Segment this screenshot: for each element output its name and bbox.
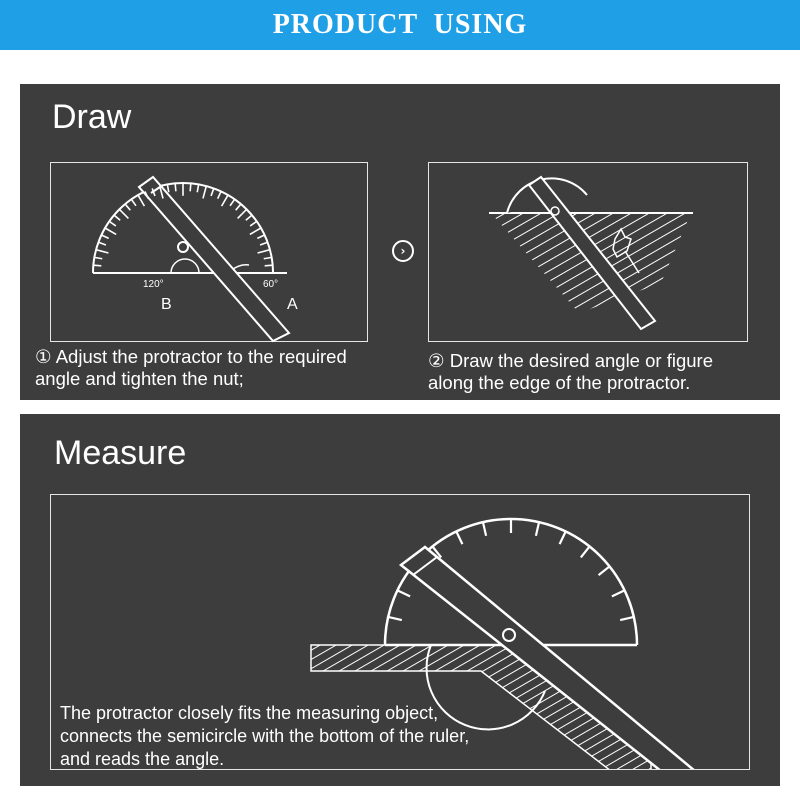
banner-title: PRODUCT USING [272, 9, 528, 40]
label-b: B [161, 296, 172, 313]
drawing-angle-icon [429, 163, 749, 343]
next-arrow-icon: › [392, 240, 414, 262]
protractor-tick [94, 257, 102, 258]
measure-line1: The protractor closely fits the measuring object, [60, 703, 439, 723]
protractor-tick [119, 209, 128, 218]
label-60: 60° [263, 279, 279, 290]
protractor-tick [105, 228, 116, 234]
protractor-tick [236, 204, 241, 210]
measure-caption [60, 702, 530, 771]
protractor-tick [109, 221, 116, 226]
product-using-banner [0, 0, 800, 50]
draw-step2-line1: ② Draw the desired angle or figure [428, 350, 713, 371]
measure-line3: and reads the angle. [60, 749, 225, 769]
label-a: A [287, 296, 298, 313]
protractor-tick [125, 204, 130, 210]
protractor-tick [101, 235, 108, 238]
draw-step2-illustration [428, 162, 748, 342]
draw-step2-caption [428, 350, 768, 394]
measure-panel [20, 414, 780, 786]
protractor-tick [265, 265, 273, 266]
protractor-tick [230, 199, 235, 206]
protractor-tick [264, 257, 272, 258]
measure-line2: connects the semicircle with the bottom of the ruler, [60, 726, 470, 746]
protractor-tick [203, 186, 206, 198]
protractor-tick [197, 184, 198, 192]
protractor-tick [96, 250, 108, 253]
protractor-tick [238, 209, 247, 218]
protractor-tick [175, 183, 176, 191]
protractor-tick [93, 265, 101, 266]
protractor-tick [218, 191, 221, 198]
protractor-adjust-icon [51, 163, 369, 343]
protractor-tick [190, 183, 191, 191]
protractor-tick [260, 242, 268, 245]
draw-step1-line2: angle and tighten the nut; [35, 368, 244, 389]
protractor-tick [258, 250, 270, 253]
protractor-tick [246, 215, 252, 220]
protractor-tick [257, 235, 264, 238]
protractor-tick [211, 188, 214, 196]
protractor-tick [138, 195, 144, 206]
label-120: 120° [143, 279, 164, 290]
protractor-tick [98, 242, 106, 245]
protractor-tick [222, 195, 228, 206]
draw-panel [20, 84, 780, 400]
protractor-tick [167, 184, 168, 192]
protractor-tick [131, 199, 136, 206]
protractor-tick [250, 228, 261, 234]
draw-step1-illustration [50, 162, 368, 342]
protractor-tick [114, 215, 120, 220]
draw-heading: Draw [52, 98, 132, 136]
protractor-tick [250, 221, 257, 226]
measure-heading: Measure [54, 434, 187, 472]
draw-step2-line2: along the edge of the protractor. [428, 372, 691, 393]
draw-step1-line1: ① Adjust the protractor to the required [35, 346, 347, 367]
draw-step1-caption [35, 346, 395, 390]
